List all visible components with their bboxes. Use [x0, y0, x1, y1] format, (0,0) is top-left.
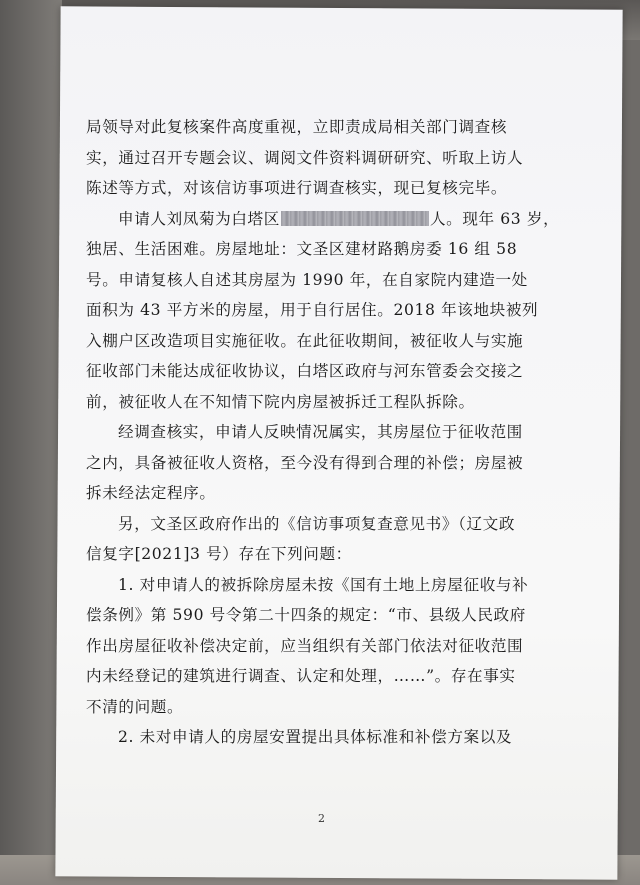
- paragraph-line: 入棚户区改造项目实施征收。在此征收期间，被征收人与实施: [86, 331, 524, 350]
- paragraph-line: 前，被征收人在不知情下院内房屋被拆迁工程队拆除。: [86, 392, 475, 411]
- paragraph-line: 经调查核实，申请人反映情况属实，其房屋位于征收范围: [118, 423, 523, 441]
- paragraph-line-redacted: [86, 204, 560, 235]
- paragraph-line: 1. 对申请人的被拆除房屋未按《国有土地上房屋征收与补: [118, 575, 529, 594]
- paragraph-line: 作出房屋征收补偿决定前，应当组织有关部门依法对征收范围: [86, 636, 524, 655]
- page-number: 2: [318, 812, 325, 825]
- paragraph-line: 陈述等方式，对该信访事项进行调查核实，现已复核完毕。: [86, 179, 508, 197]
- paragraph-line: 征收部门未能达成征收协议，白塔区政府与河东管委会交接之: [86, 362, 524, 380]
- paragraph-line: 独居、生活困难。房屋地址：文圣区建材路鹅房委 16 组 58: [86, 240, 518, 258]
- paragraph-line: 局领导对此复核案件高度重视，立即责成局相关部门调查核: [86, 118, 508, 136]
- paragraph-line: 2. 未对申请人的房屋安置提出具体标准和补偿方案以及: [118, 728, 513, 746]
- paragraph-line: 面积为 43 平方米的房屋，用于自行居住。2018 年该地块被列: [86, 301, 539, 319]
- paragraph-line: 内未经登记的建筑进行调查、认定和处理，……”。存在事实: [86, 667, 516, 685]
- line-text-before-redaction: 申请人刘凤菊为白塔区: [118, 209, 280, 228]
- photo-backdrop-left: [0, 0, 62, 885]
- paragraph-line: 信复字[2021]3 号）存在下列问题：: [86, 545, 352, 563]
- paragraph-line: 偿条例》第 590 号令第二十四条的规定：“市、县级人民政府: [86, 606, 526, 624]
- paragraph-line: 号。申请复核人自述其房屋为 1990 年，在自家院内建造一处: [86, 270, 528, 289]
- paragraph-line: 拆未经法定程序。: [86, 484, 216, 502]
- paragraph-line: 不清的问题。: [86, 697, 184, 716]
- line-text-after-redaction: 人。现年 63 岁，: [429, 209, 560, 228]
- paragraph-line: 另，文圣区政府作出的《信访事项复查意见书》（辽文政: [118, 514, 516, 533]
- document-body: [86, 112, 560, 753]
- redaction-block: [281, 211, 429, 226]
- paragraph-line: 之内，具备被征收人资格，至今没有得到合理的补偿；房屋被: [86, 453, 524, 472]
- paragraph-line: 实，通过召开专题会议、调阅文件资料调研研究、听取上访人: [86, 148, 524, 167]
